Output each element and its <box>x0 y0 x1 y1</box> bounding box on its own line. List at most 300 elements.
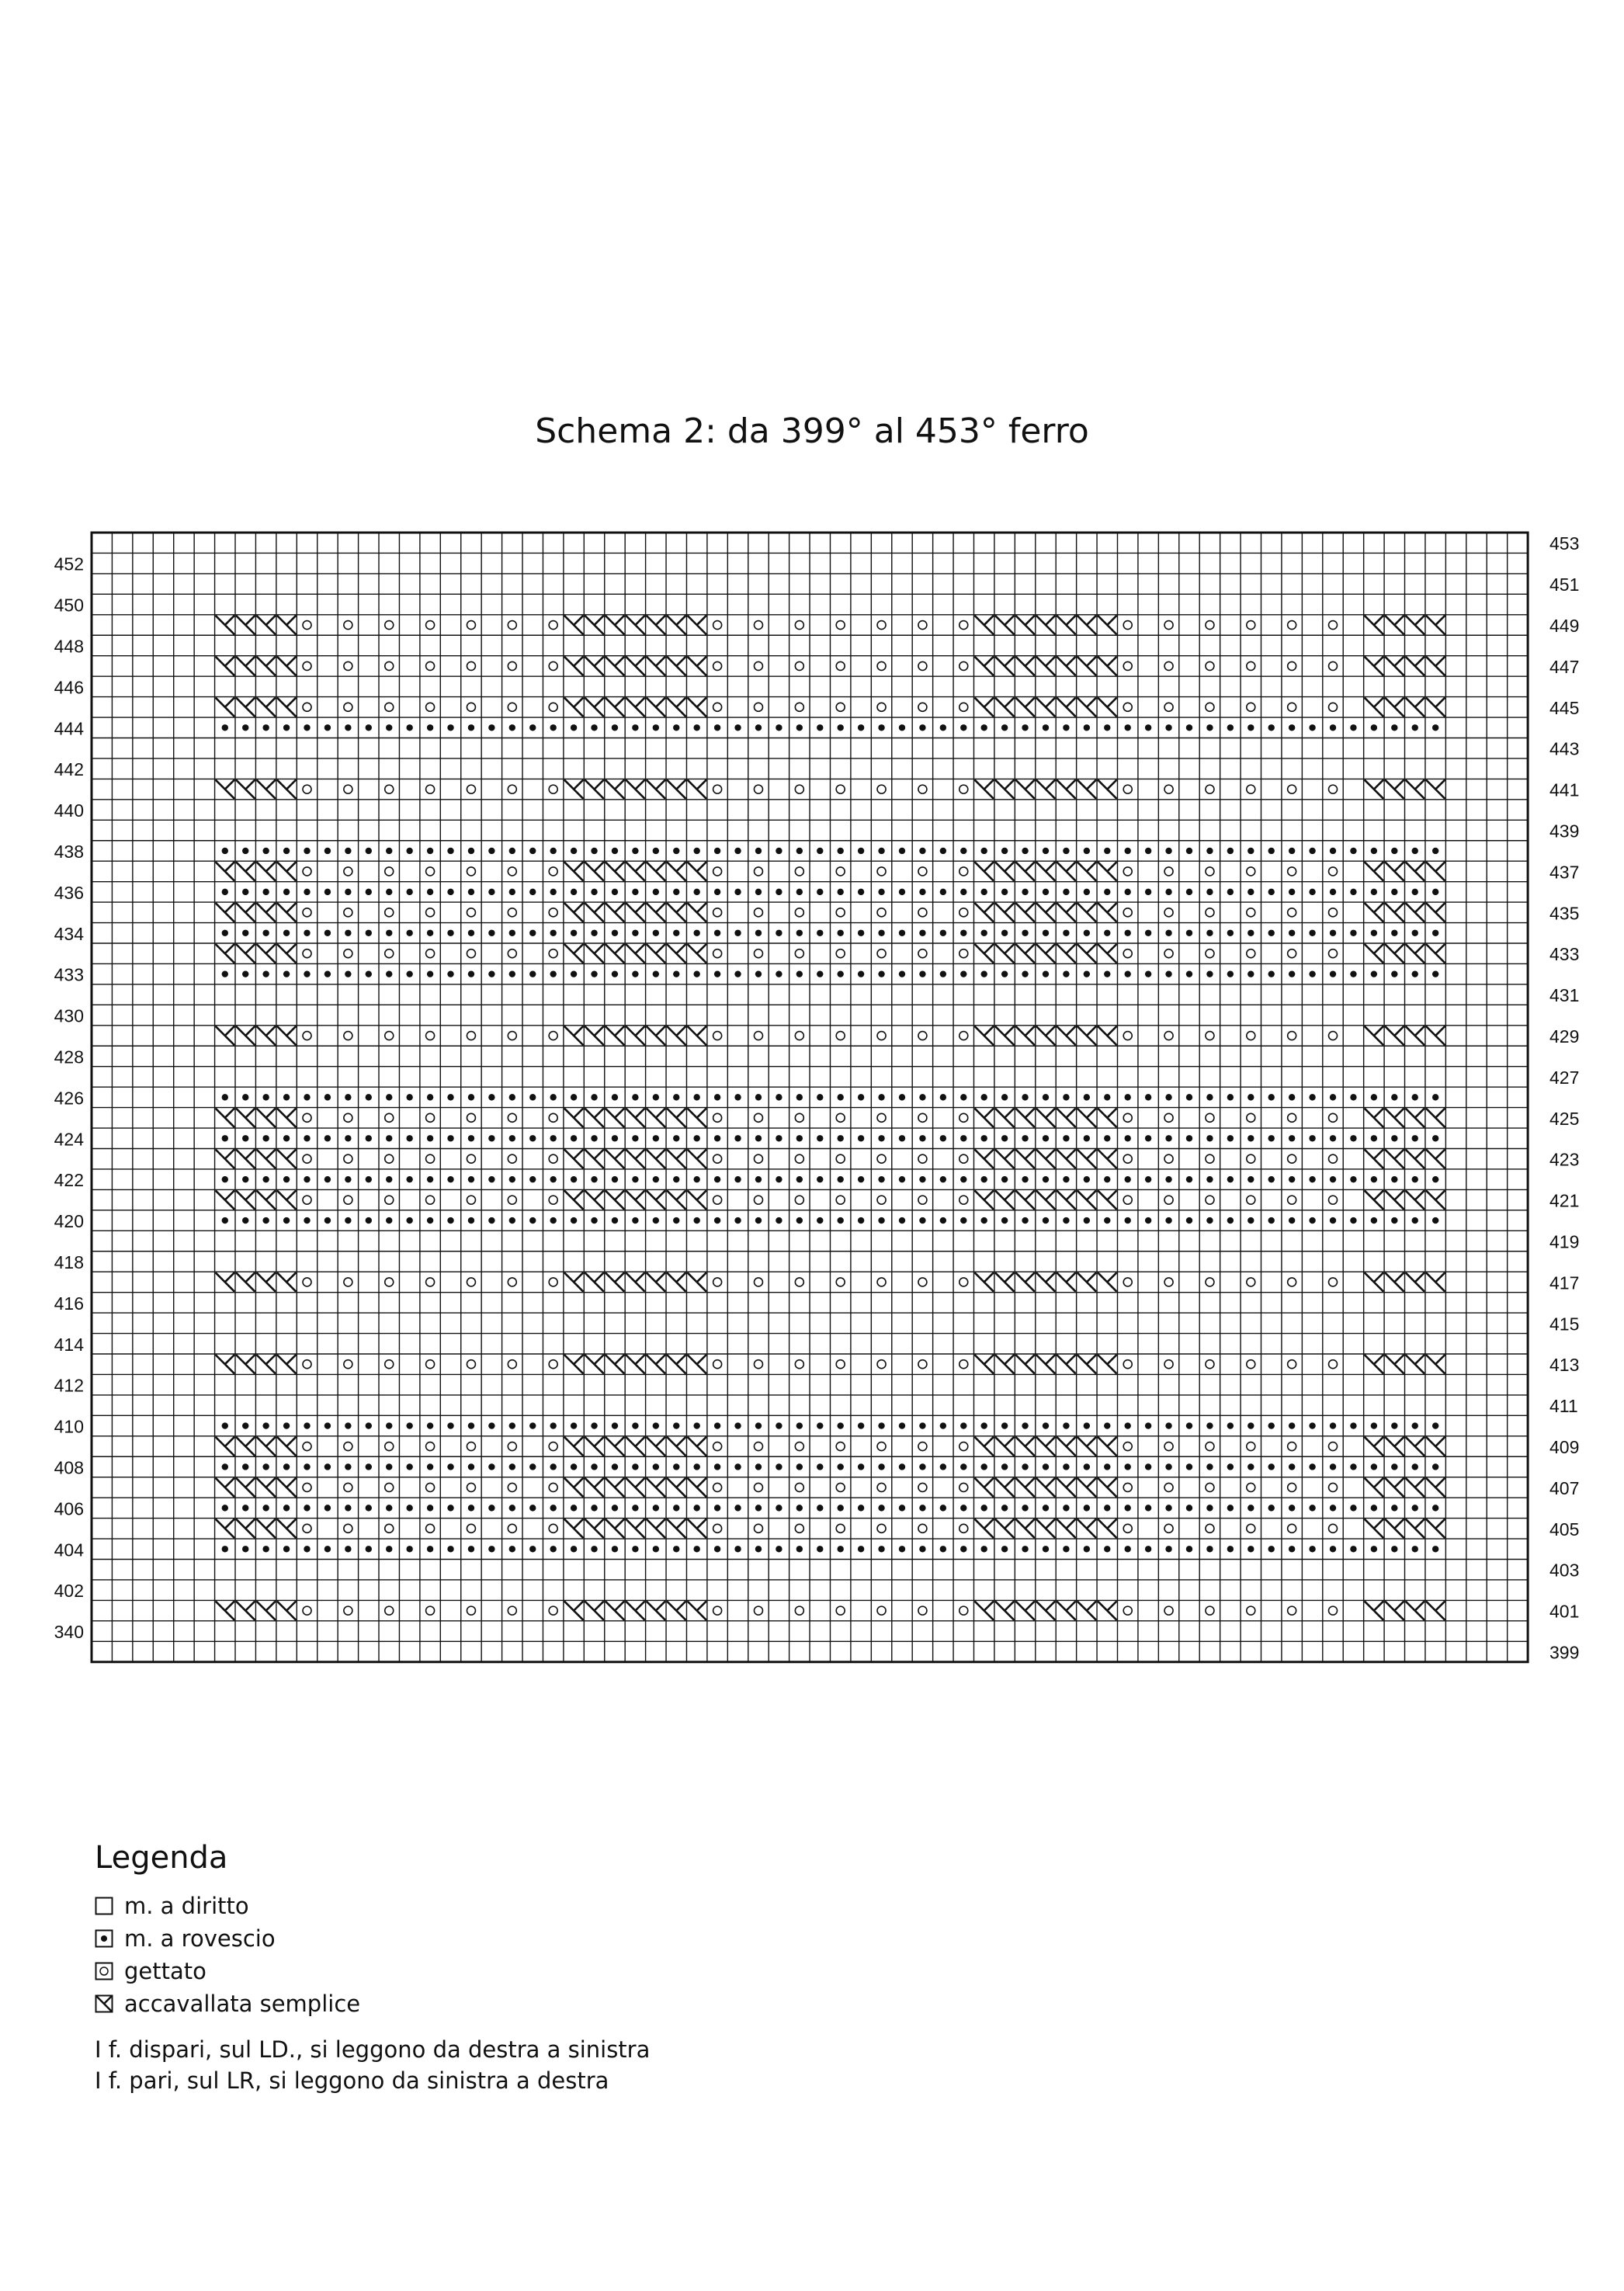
slip-stitch <box>564 657 583 675</box>
purl-stitch <box>612 1176 618 1182</box>
purl-stitch <box>837 970 843 977</box>
purl-stitch <box>940 1505 946 1511</box>
yarn-over-stitch <box>1329 1360 1338 1369</box>
yarn-over-stitch <box>877 1524 886 1533</box>
yarn-over-stitch <box>1164 785 1173 793</box>
purl-stitch <box>591 1176 597 1182</box>
purl-stitch <box>940 889 946 895</box>
purl-stitch <box>345 889 351 895</box>
yarn-over-stitch <box>467 1524 475 1533</box>
yarn-over-stitch <box>1164 1360 1173 1369</box>
purl-stitch <box>1268 889 1275 895</box>
yarn-over-stitch <box>1164 1154 1173 1163</box>
slip-stitch <box>1385 862 1404 880</box>
purl-stitch <box>1268 1546 1275 1552</box>
purl-stitch <box>324 1505 331 1511</box>
purl-stitch <box>345 1176 351 1182</box>
purl-stitch <box>386 970 392 977</box>
purl-stitch <box>304 889 310 895</box>
purl-stitch <box>1227 1546 1234 1552</box>
slip-stitch <box>1077 779 1096 798</box>
yarn-over-stitch <box>754 785 762 793</box>
purl-stitch <box>1371 1505 1377 1511</box>
purl-stitch <box>591 1546 597 1552</box>
purl-stitch <box>653 1546 659 1552</box>
purl-stitch <box>1289 1546 1295 1552</box>
slip-stitch <box>256 1355 275 1373</box>
purl-stitch <box>1309 1217 1315 1224</box>
purl-stitch <box>1350 889 1356 895</box>
yarn-over-stitch <box>1164 661 1173 670</box>
purl-stitch <box>796 1094 803 1100</box>
slip-stitch <box>1036 1150 1055 1168</box>
yarn-over-stitch <box>549 1606 557 1615</box>
slip-stitch <box>216 1150 234 1168</box>
slip-stitch <box>585 862 603 880</box>
yarn-over-stitch <box>385 1278 394 1286</box>
purl-stitch <box>262 1422 269 1428</box>
yarn-over-stitch <box>1123 1524 1132 1533</box>
yarn-over-stitch <box>549 1442 557 1451</box>
purl-stitch <box>1289 1505 1295 1511</box>
slip-stitch <box>995 1272 1014 1291</box>
purl-stitch <box>324 970 331 977</box>
purl-stitch <box>714 1546 720 1552</box>
row-label-left: 430 <box>54 1005 84 1026</box>
purl-stitch <box>447 1463 453 1470</box>
slip-stitch <box>564 1519 583 1538</box>
yarn-over-stitch <box>959 1113 968 1122</box>
slip-stitch <box>974 1478 993 1497</box>
purl-stitch <box>345 1422 351 1428</box>
purl-stitch <box>878 1505 884 1511</box>
slip-stitch <box>974 1190 993 1209</box>
slip-stitch <box>1426 862 1445 880</box>
yarn-over-stitch <box>1164 1278 1173 1286</box>
purl-stitch <box>612 1463 618 1470</box>
purl-stitch <box>1063 1463 1069 1470</box>
slip-stitch <box>647 779 665 798</box>
slip-stitch <box>1036 1272 1055 1291</box>
purl-stitch <box>591 1094 597 1100</box>
purl-stitch <box>529 1135 536 1141</box>
purl-stitch <box>488 1094 494 1100</box>
purl-stitch <box>837 1463 843 1470</box>
slip-stitch <box>647 1478 665 1497</box>
slip-stitch <box>647 862 665 880</box>
purl-stitch <box>304 1217 310 1224</box>
purl-stitch <box>550 724 556 731</box>
yarn-over-stitch <box>426 1113 435 1122</box>
purl-stitch <box>1043 1463 1049 1470</box>
yarn-over-stitch <box>549 661 557 670</box>
purl-stitch <box>940 1094 946 1100</box>
yarn-over-stitch <box>1247 621 1255 630</box>
purl-stitch <box>1063 930 1069 936</box>
purl-stitch <box>960 970 966 977</box>
yarn-over-stitch <box>1329 785 1338 793</box>
yarn-over-stitch <box>795 1196 803 1204</box>
purl-stitch <box>1432 970 1438 977</box>
purl-stitch <box>734 970 741 977</box>
yarn-over-stitch <box>344 1154 352 1163</box>
slip-stitch <box>1406 616 1424 634</box>
slip-stitch <box>1406 1026 1424 1045</box>
reading-notes <box>95 2034 650 2096</box>
purl-stitch <box>734 724 741 731</box>
yarn-over-stitch <box>959 1032 968 1040</box>
slip-stitch <box>667 1109 685 1127</box>
slip-stitch <box>1015 657 1034 675</box>
slip-stitch <box>216 779 234 798</box>
purl-stitch <box>283 1217 290 1224</box>
slip-stitch <box>1385 1519 1404 1538</box>
yarn-over-stitch <box>508 785 516 793</box>
purl-stitch <box>1165 1135 1171 1141</box>
purl-stitch <box>242 970 248 977</box>
yarn-over-stitch <box>959 908 968 917</box>
slip-stitch <box>1036 944 1055 963</box>
purl-stitch <box>1412 1176 1418 1182</box>
slip-stitch <box>256 779 275 798</box>
purl-stitch <box>529 848 536 854</box>
purl-stitch <box>1391 1463 1397 1470</box>
slip-stitch <box>216 862 234 880</box>
yarn-over-stitch <box>713 1483 722 1491</box>
purl-stitch <box>1206 889 1213 895</box>
row-label-right: 417 <box>1549 1272 1580 1293</box>
slip-stitch <box>236 1478 255 1497</box>
purl-stitch <box>1432 1546 1438 1552</box>
purl-stitch <box>1022 1422 1028 1428</box>
yarn-over-stitch <box>918 949 927 958</box>
purl-stitch <box>796 889 803 895</box>
purl-stitch <box>899 1505 905 1511</box>
yarn-over-stitch <box>1123 1032 1132 1040</box>
slip-stitch <box>1036 1519 1055 1538</box>
purl-stitch <box>1125 1217 1131 1224</box>
yarn-over-stitch <box>754 908 762 917</box>
row-label-left: 424 <box>54 1129 84 1150</box>
purl-stitch <box>1268 848 1275 854</box>
slip-stitch <box>995 1026 1014 1045</box>
purl-stitch <box>1043 1546 1049 1552</box>
yarn-over-stitch <box>1164 703 1173 711</box>
purl-stitch <box>1371 970 1377 977</box>
yarn-over-stitch <box>877 1196 886 1204</box>
yarn-over-stitch <box>1123 1113 1132 1122</box>
purl-stitch <box>1186 1176 1192 1182</box>
slip-stitch <box>564 1026 583 1045</box>
row-label-right: 435 <box>1549 903 1580 924</box>
purl-stitch <box>693 970 699 977</box>
slip-stitch <box>974 1519 993 1538</box>
slip-stitch <box>667 1478 685 1497</box>
purl-stitch <box>406 1217 412 1224</box>
purl-stitch <box>693 889 699 895</box>
purl-stitch <box>468 848 474 854</box>
slip-stitch <box>1098 1519 1116 1538</box>
purl-stitch <box>1165 1217 1171 1224</box>
yarn-over-stitch <box>508 1524 516 1533</box>
purl-stitch <box>919 1546 925 1552</box>
slip-stitch <box>1365 862 1383 880</box>
purl-stitch <box>262 1217 269 1224</box>
slip-stitch <box>667 1355 685 1373</box>
purl-stitch <box>1432 1463 1438 1470</box>
purl-stitch <box>242 1217 248 1224</box>
slip-stitch <box>667 1150 685 1168</box>
yarn-over-stitch <box>1123 1154 1132 1163</box>
yarn-over-stitch <box>467 949 475 958</box>
purl-stitch <box>1227 889 1234 895</box>
purl-stitch <box>693 724 699 731</box>
yarn-over-stitch <box>836 1442 845 1451</box>
purl-stitch <box>817 1505 823 1511</box>
purl-stitch <box>1206 1135 1213 1141</box>
purl-stitch <box>1309 1422 1315 1428</box>
yarn-over-stitch <box>877 908 886 917</box>
purl-stitch <box>1412 724 1418 731</box>
yarn-over-stitch <box>426 1606 435 1615</box>
purl-stitch <box>858 1505 864 1511</box>
purl-stitch <box>324 1422 331 1428</box>
slip-stitch <box>667 1519 685 1538</box>
purl-stitch <box>796 1546 803 1552</box>
yarn-over-stitch <box>303 661 311 670</box>
slip-stitch <box>564 1272 583 1291</box>
slip-stitch <box>647 1519 665 1538</box>
yarn-over-stitch <box>426 621 435 630</box>
purl-stitch <box>1330 1094 1336 1100</box>
purl-stitch <box>837 1546 843 1552</box>
purl-stitch <box>1186 1463 1192 1470</box>
purl-stitch <box>1371 1463 1377 1470</box>
yarn-over-stitch <box>754 1483 762 1491</box>
purl-stitch <box>386 1505 392 1511</box>
yarn-over-stitch <box>508 703 516 711</box>
slip-stitch <box>564 1478 583 1497</box>
purl-stitch <box>714 970 720 977</box>
legend-title: Legenda <box>95 1840 228 1876</box>
yarn-over-stitch <box>344 1442 352 1451</box>
yarn-over-stitch <box>877 703 886 711</box>
slip-stitch <box>995 698 1014 717</box>
purl-stitch <box>304 1546 310 1552</box>
yarn-over-stitch <box>836 1196 845 1204</box>
yarn-over-stitch <box>1206 1442 1214 1451</box>
yarn-over-stitch <box>344 703 352 711</box>
purl-stitch <box>858 930 864 936</box>
purl-stitch <box>734 1463 741 1470</box>
purl-stitch <box>1165 848 1171 854</box>
slip-stitch <box>277 1437 296 1456</box>
yarn-over-stitch <box>836 1360 845 1369</box>
purl-stitch <box>366 1546 372 1552</box>
purl-stitch <box>1350 1217 1356 1224</box>
purl-stitch <box>366 889 372 895</box>
slip-stitch <box>647 1355 665 1373</box>
yarn-over-stitch <box>467 1483 475 1491</box>
slip-stitch <box>687 616 706 634</box>
yarn-over-stitch <box>754 949 762 958</box>
slip-stitch <box>687 1519 706 1538</box>
slip-stitch <box>236 1150 255 1168</box>
purl-stitch <box>1247 1217 1254 1224</box>
slip-stitch <box>1426 903 1445 922</box>
slip-stitch <box>585 903 603 922</box>
purl-stitch <box>960 930 966 936</box>
yarn-over-stitch <box>877 785 886 793</box>
purl-stitch <box>1104 1217 1110 1224</box>
purl-stitch <box>1247 1176 1254 1182</box>
yarn-over-stitch <box>1206 621 1214 630</box>
purl-stitch <box>1145 1094 1151 1100</box>
row-label-left: 446 <box>54 677 84 698</box>
purl-stitch <box>1022 1135 1028 1141</box>
purl-stitch <box>222 1422 228 1428</box>
slip-stitch <box>667 1437 685 1456</box>
yarn-over-stitch <box>795 1360 803 1369</box>
purl-stitch <box>1268 930 1275 936</box>
slip-stitch <box>995 862 1014 880</box>
purl-stitch <box>324 1546 331 1552</box>
yarn-over-stitch <box>1288 1278 1296 1286</box>
slip-stitch <box>606 944 624 963</box>
row-label-right: 409 <box>1549 1437 1580 1458</box>
slip-stitch <box>606 1355 624 1373</box>
slip-stitch <box>1385 1190 1404 1209</box>
yarn-over-stitch <box>754 1442 762 1451</box>
purl-stitch <box>755 1463 762 1470</box>
slip-stitch <box>216 1109 234 1127</box>
purl-stitch <box>796 930 803 936</box>
purl-stitch <box>591 848 597 854</box>
slip-stitch <box>1057 903 1075 922</box>
purl-stitch <box>406 1176 412 1182</box>
yarn-over-stitch <box>754 1278 762 1286</box>
yarn-over-stitch <box>836 1154 845 1163</box>
purl-stitch <box>488 970 494 977</box>
purl-stitch <box>981 930 987 936</box>
purl-stitch <box>591 1422 597 1428</box>
yarn-over-stitch <box>344 1360 352 1369</box>
slip-stitch <box>585 1437 603 1456</box>
slip-stitch <box>277 698 296 717</box>
purl-stitch <box>571 1176 577 1182</box>
yarn-over-stitch <box>1247 1483 1255 1491</box>
yarn-over-stitch <box>1247 1360 1255 1369</box>
slip-stitch <box>974 1601 993 1619</box>
purl-stitch <box>1186 1094 1192 1100</box>
purl-stitch <box>1001 1176 1008 1182</box>
slip-stitch <box>1077 1109 1096 1127</box>
purl-stitch <box>1165 1546 1171 1552</box>
slip-stitch <box>277 1601 296 1619</box>
purl-stitch <box>468 1505 474 1511</box>
yarn-over-stitch <box>1288 1483 1296 1491</box>
slip-stitch <box>974 903 993 922</box>
purl-stitch <box>591 1505 597 1511</box>
slip-stitch <box>256 657 275 675</box>
slip-stitch <box>1098 1109 1116 1127</box>
slip-stitch <box>606 657 624 675</box>
yarn-over-stitch <box>1288 785 1296 793</box>
yarn-over-stitch <box>1288 1606 1296 1615</box>
yarn-over-stitch <box>1247 949 1255 958</box>
slip-stitch <box>995 1355 1014 1373</box>
purl-stitch <box>550 930 556 936</box>
purl-stitch <box>981 1463 987 1470</box>
slip-stitch <box>606 1601 624 1619</box>
yarn-over-stitch <box>1247 1606 1255 1615</box>
purl-stitch <box>447 1176 453 1182</box>
purl-stitch <box>571 1135 577 1141</box>
yarn-over-stitch <box>467 908 475 917</box>
purl-stitch <box>632 889 638 895</box>
slip-stitch <box>277 1355 296 1373</box>
slip-stitch <box>1077 944 1096 963</box>
purl-stitch <box>222 1463 228 1470</box>
slip-stitch <box>1015 1437 1034 1456</box>
purl-stitch <box>612 1505 618 1511</box>
slip-stitch <box>1365 1190 1383 1209</box>
purl-stitch <box>1330 1217 1336 1224</box>
purl-stitch <box>283 1422 290 1428</box>
yarn-over-stitch <box>713 1360 722 1369</box>
slip-stitch <box>1365 1478 1383 1497</box>
purl-stitch <box>324 1463 331 1470</box>
yarn-over-stitch <box>713 1113 722 1122</box>
purl-stitch <box>960 1505 966 1511</box>
purl-stitch <box>632 1463 638 1470</box>
purl-stitch <box>427 1094 433 1100</box>
purl-stitch <box>837 1505 843 1511</box>
row-label-right: 405 <box>1549 1519 1580 1539</box>
row-label-left: 418 <box>54 1251 84 1272</box>
slip-stitch <box>1015 1355 1034 1373</box>
purl-stitch <box>468 1094 474 1100</box>
purl-stitch <box>981 1505 987 1511</box>
slip-stitch <box>687 1150 706 1168</box>
purl-stitch <box>734 848 741 854</box>
purl-stitch <box>899 970 905 977</box>
purl-stitch <box>488 1217 494 1224</box>
yarn-over-stitch <box>713 703 722 711</box>
slip-stitch <box>647 1190 665 1209</box>
purl-stitch <box>366 1422 372 1428</box>
slip-stitch <box>1385 616 1404 634</box>
purl-stitch <box>1330 724 1336 731</box>
slip-stitch <box>974 1109 993 1127</box>
yarn-over-stitch <box>836 621 845 630</box>
yarn-over-stitch <box>1164 1483 1173 1491</box>
row-label-right: 423 <box>1549 1149 1580 1170</box>
yarn-over-stitch <box>918 1154 927 1163</box>
purl-stitch <box>242 1094 248 1100</box>
purl-stitch <box>632 930 638 936</box>
purl-stitch <box>1412 1546 1418 1552</box>
purl-stitch <box>447 1505 453 1511</box>
slip-stitch <box>1365 1601 1383 1619</box>
slip-stitch <box>1036 1190 1055 1209</box>
purl-stitch <box>1309 1546 1315 1552</box>
row-label-left: 406 <box>54 1498 84 1519</box>
purl-stitch <box>1227 1463 1234 1470</box>
purl-stitch <box>776 1217 782 1224</box>
row-label-left: 410 <box>54 1416 84 1437</box>
purl-stitch <box>981 889 987 895</box>
